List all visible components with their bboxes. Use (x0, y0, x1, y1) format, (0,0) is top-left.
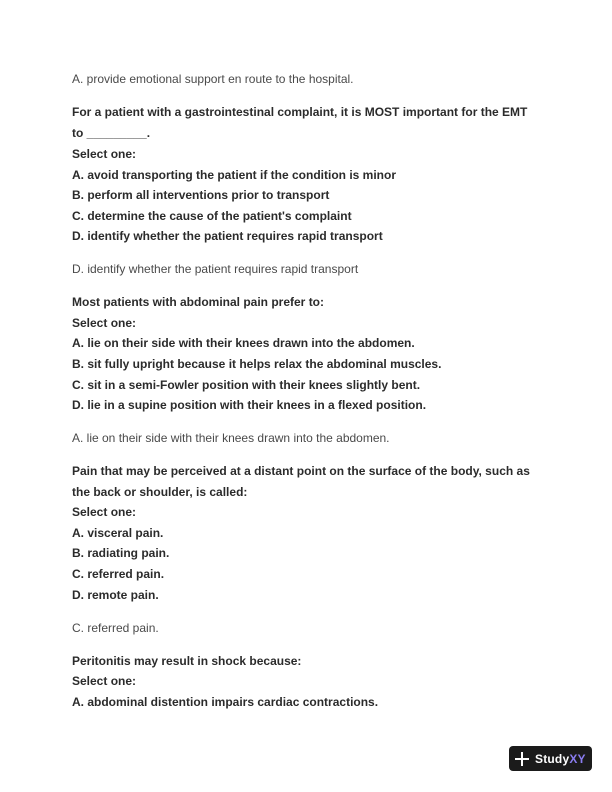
previous-answer: A. provide emotional support en route to the hospital. (72, 72, 354, 86)
question-1-text-cont: to _________. (72, 126, 151, 140)
option-a: A. lie on their side with their knees drawn into the abdomen. (72, 336, 415, 350)
option-c: C. determine the cause of the patient's complaint (72, 209, 352, 223)
question-2-text: Most patients with abdominal pain prefer to: (72, 295, 325, 309)
option-d: D. remote pain. (72, 588, 159, 602)
question-3-text-cont: the back or shoulder, is called: (72, 485, 248, 499)
select-one-label: Select one: (72, 147, 137, 161)
option-c: C. referred pain. (72, 567, 165, 581)
brand-logo-text (535, 752, 586, 766)
select-one-label: Select one: (72, 316, 137, 330)
brand-main: Study (535, 751, 570, 766)
option-a: A. visceral pain. (72, 526, 164, 540)
brand-accent: XY (569, 751, 586, 766)
plus-icon (515, 752, 529, 766)
option-c: C. sit in a semi-Fowler position with their knees slightly bent. (72, 378, 421, 392)
select-one-label: Select one: (72, 505, 137, 519)
studyxy-badge[interactable] (509, 746, 592, 771)
option-b: B. perform all interventions prior to transport (72, 188, 330, 202)
question-1-text: For a patient with a gastrointestinal complaint, it is MOST important for the EMT (72, 105, 528, 119)
question-4-text: Peritonitis may result in shock because: (72, 654, 302, 668)
option-b: B. sit fully upright because it helps relax the abdominal muscles. (72, 357, 442, 371)
option-a: A. avoid transporting the patient if the condition is minor (72, 168, 397, 182)
option-d: D. lie in a supine position with their knees in a flexed position. (72, 398, 427, 412)
option-b: B. radiating pain. (72, 546, 170, 560)
option-d: D. identify whether the patient requires rapid transport (72, 229, 383, 243)
question-3-text: Pain that may be perceived at a distant point on the surface of the body, such as (72, 464, 530, 478)
answer-1: D. identify whether the patient requires rapid transport (72, 262, 359, 276)
answer-3: C. referred pain. (72, 621, 159, 635)
option-a: A. abdominal distention impairs cardiac contractions. (72, 695, 379, 709)
answer-2: A. lie on their side with their knees drawn into the abdomen. (72, 431, 390, 445)
select-one-label: Select one: (72, 674, 137, 688)
